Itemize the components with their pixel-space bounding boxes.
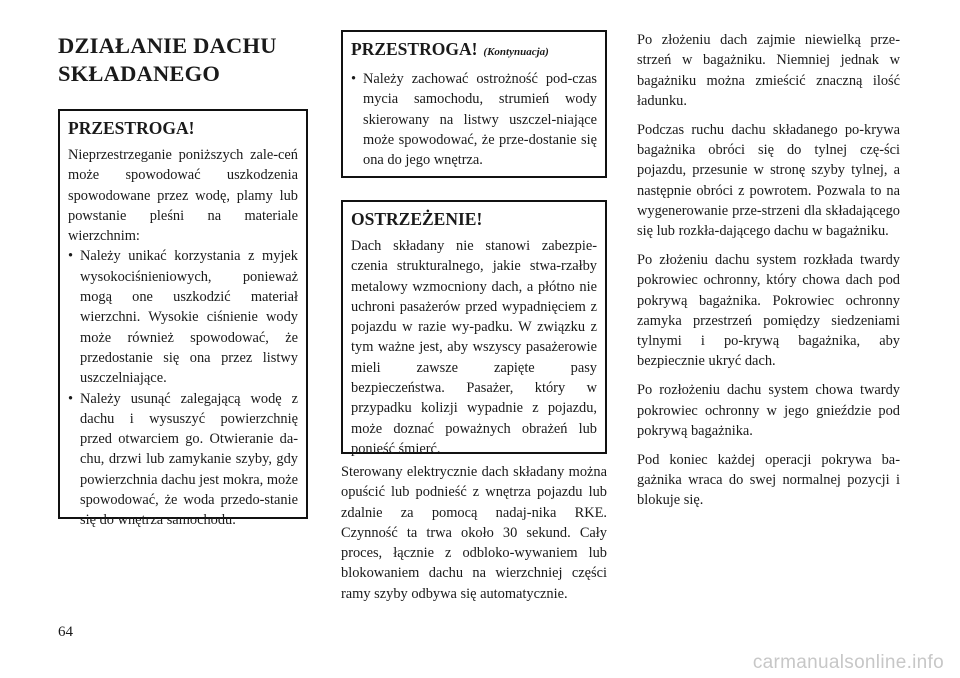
middle-column — [341, 30, 607, 604]
body-paragraph: Po rozłożeniu dachu system chowa twardy pokrowiec ochronny w jego gnieździe pod pokrywą bagażnika. — [637, 382, 900, 439]
caution-title-text: PRZESTROGA! — [351, 39, 478, 59]
caution-bullet-text: Należy zachować ostrożność pod-czas mycia samochodu, strumień wody skierowany na listwy uszczel-niające może spowodować, że prze-dostanie się ona do jego wnętrza. — [363, 71, 597, 169]
body-paragraph: Po złożeniu dachu system rozkłada twardy pokrowiec ochronny, który chowa dach pod pokrywą bagażnika. Pokrowiec ochronny zamyka przestrzeń pomiędzy siedzeniami tylnymi i po-krywą bagażnika, aby bezpiecznie ukryć dach. — [637, 251, 900, 370]
caution-title: PRZESTROGA! — [68, 118, 195, 138]
watermark: carmanualsonline.info — [752, 652, 944, 673]
caution-bullet-item — [351, 69, 597, 170]
caution-bullet-item — [68, 389, 298, 531]
caution-bullet-text: Należy usunąć zalegającą wodę z dachu i wysuszyć powierzchnię przed otwarciem go. Otwieranie da-chu, drzwi lub zamykanie szyby, gdy powierzchnia dachu jest mokra, może spowodować, że woda przedo-stanie się do wnętrza samochodu. — [80, 390, 298, 529]
body-paragraph: Podczas ruchu dachu składanego po-krywa bagażnika obróci się do tylnej czę-ści pojazdu, przesunie w stronę szyby tylnej, a następnie obróci z powrotem. Pozwala to na wygenerowanie prze-strzeni dla składającego się lub rozkła-dającego dachu w bagażniku. — [637, 121, 900, 240]
body-paragraph: Pod koniec każdej operacji pokrywa ba-gażnika wraca do swej normalnej pozycji i blokuje się. — [637, 451, 900, 509]
section-title-line-2: SKŁADANEGO — [58, 61, 221, 86]
bullet-icon: • — [68, 390, 74, 407]
warning-box — [341, 200, 607, 457]
body-paragraph: Po złożeniu dach zajmie niewielką prze-strzeń w bagażniku. Niemniej jednak w bagażniku można zmieścić znaczną ilość ładunku. — [637, 32, 900, 109]
caution-title — [351, 38, 597, 63]
warning-title: OSTRZEŻENIE! — [351, 209, 483, 229]
continued-label: (Kontynuacja) — [483, 46, 549, 58]
caution-bullet-item — [68, 246, 298, 388]
right-column — [637, 30, 900, 519]
caution-bullet-text: Należy unikać korzystania z myjek wysokociśnieniowych, ponieważ mogą one uszkodzić materiał wierzchni. Wysokie ciśnienie wody może również spowodować, że przedostanie się ona przez listwy uszczelniające. — [80, 248, 298, 387]
caution-bullets — [351, 69, 597, 170]
bullet-icon: • — [351, 71, 357, 87]
caution-box-2 — [341, 30, 607, 178]
warning-text: Dach składany nie stanowi zabezpie-czenia strukturalnego, jakie stwa-rzałby metalowy wzmocniony dach, a płótno nie uchroni pasażerów przed wypadnięciem z pojazdu w razie wy-padku. W związku z tym ważne jest, aby wszyscy pasażerowie mieli zawsze zapięte pasy bezpieczeństwa. Pasażer, który w przypadku kolizji wypadnie z pojazdu, może doznać poważnych obrażeń lub ponieść śmierć. — [351, 238, 597, 457]
section-title-line-1: DZIAŁANIE DACHU — [58, 33, 277, 58]
caution-bullets — [68, 246, 298, 530]
bullet-icon: • — [68, 248, 74, 265]
section-title — [58, 32, 308, 88]
body-paragraph: Sterowany elektrycznie dach składany można opuścić lub podnieść z wnętrza pojazdu lub zdalnie za pomocą nadaj-nika RKE. Czynność ta trwa około 30 sekund. Cały proces, łącznie z odbloko-wywaniem lub blokowaniem dachu na wierzchniej części ramy szyby odbywa się automatycznie. — [341, 464, 607, 602]
caution-box-1 — [58, 109, 308, 529]
left-column — [58, 30, 308, 529]
caution-intro: Nieprzestrzeganie poniższych zale-ceń może spowodować uszkodzenia spowodowane przez wodę, plamy lub powstanie pleśni na materiale wierzchnim: — [68, 147, 298, 245]
page-number: 64 — [58, 624, 73, 640]
